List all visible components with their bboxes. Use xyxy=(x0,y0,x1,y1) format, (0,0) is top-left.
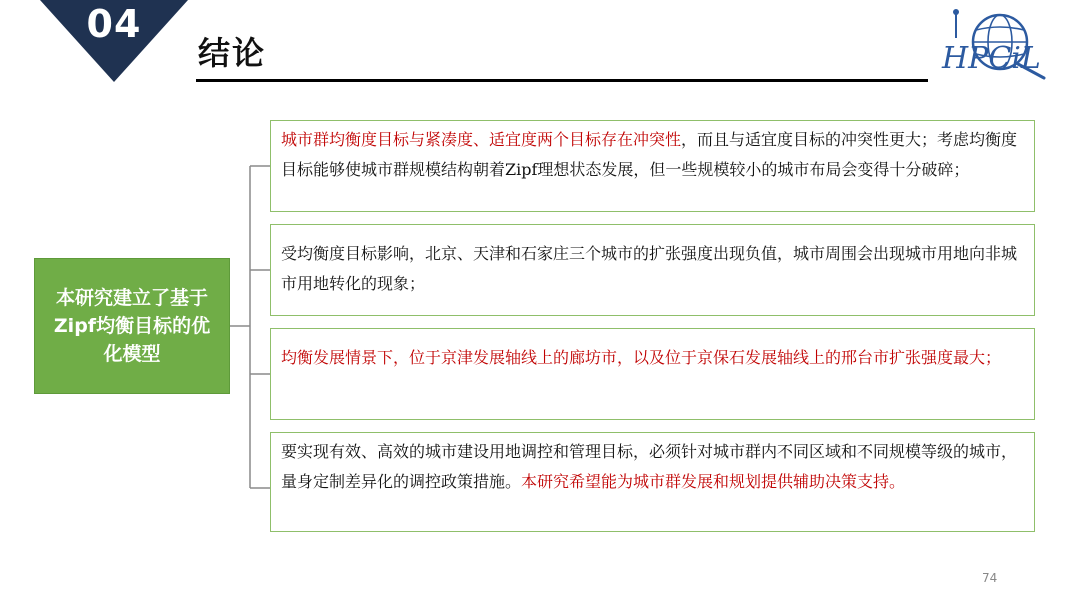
topic-text: 本研究建立了基于Zipf均衡目标的优化模型 xyxy=(53,287,211,365)
conclusion-box-3 xyxy=(270,328,1035,420)
globe-logo-icon xyxy=(940,8,1052,82)
hpcil-logo xyxy=(940,8,1052,82)
topic-box xyxy=(34,258,230,394)
tree-connector xyxy=(230,160,272,500)
conclusion-2-text: 受均衡度目标影响，北京、天津和石家庄三个城市的扩张强度出现负值，城市周围会出现城市用地向非城市用地转化的现象； xyxy=(281,244,1018,293)
conclusion-1-highlight: 城市群均衡度目标与紧凑度、适宜度两个目标存在冲突性 xyxy=(281,130,682,149)
conclusion-box-2 xyxy=(270,224,1035,316)
conclusion-4-text: 要实现有效、高效的城市建设用地调控和管理目标，必须针对城市群内不同区域和不同规模等级的城市，量身定制差异化的调控政策措施。 xyxy=(281,442,1018,491)
logo-text: HPCiL xyxy=(942,41,1041,76)
section-number: 04 xyxy=(86,2,142,46)
page-title: 结论 xyxy=(198,34,267,72)
conclusion-4-highlight: 本研究希望能为城市群发展和规划提供辅助决策支持。 xyxy=(521,472,906,491)
page-number: 74 xyxy=(982,571,998,585)
conclusion-3-highlight: 均衡发展情景下，位于京津发展轴线上的廊坊市，以及位于京保石发展轴线上的邢台市扩张强度最大； xyxy=(281,348,1002,367)
title-underline xyxy=(196,79,928,82)
conclusion-box-1 xyxy=(270,120,1035,212)
conclusion-box-4 xyxy=(270,432,1035,532)
conclusion-1-text: ，而且与适宜度目标的冲突性更大；考虑均衡度目标能够使城市群规模结构朝着Zipf理想状态发展，但一些规模较小的城市布局会变得十分破碎； xyxy=(281,130,1018,179)
